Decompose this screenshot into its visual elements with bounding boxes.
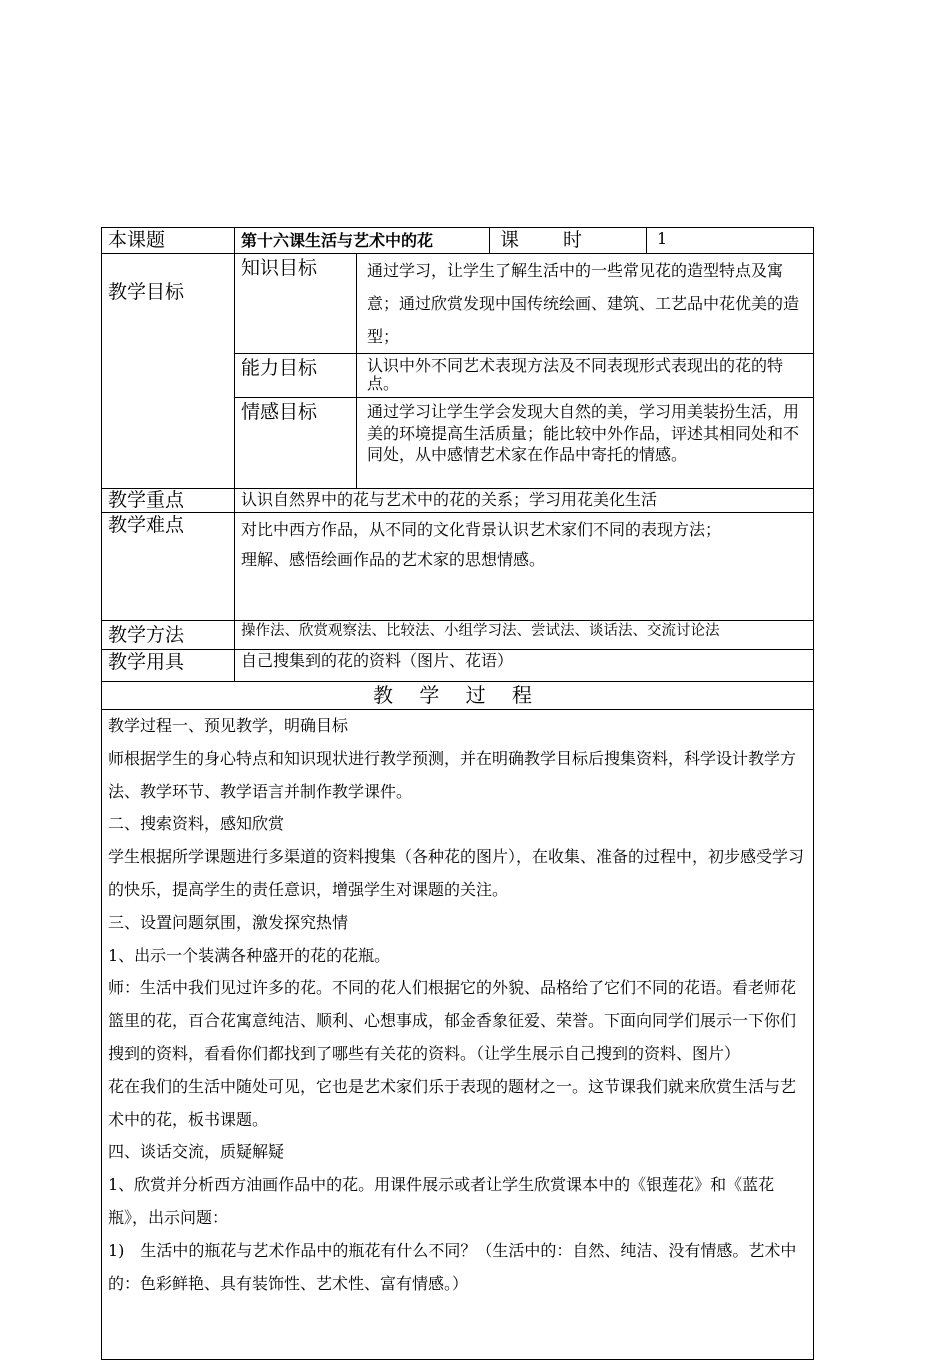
method-label: 教学方法 xyxy=(102,621,235,650)
hours-label-char-2: 时 xyxy=(563,229,583,251)
topic-label: 本课题 xyxy=(102,228,235,254)
hours-label xyxy=(490,228,647,254)
process-paragraph: 二、搜索资料，感知欣赏 xyxy=(108,814,285,834)
tools-text: 自己搜集到的花的资料（图片、花语） xyxy=(235,650,814,682)
process-paragraph: 1、欣赏并分析西方油画作品中的花。用课件展示或者让学生欣赏课本中的《银莲花》和《蓝花瓶》，出示问题： xyxy=(108,1175,775,1227)
lesson-plan-document xyxy=(101,227,813,1360)
ability-text: 认识中外不同艺术表现方法及不同表现形式表现出的花的特点。 xyxy=(357,354,814,398)
method-text: 操作法、欣赏观察法、比较法、小组学习法、尝试法、谈话法、交流讨论法 xyxy=(235,621,814,650)
topic-value: 第十六课生活与艺术中的花 xyxy=(235,228,490,254)
process-paragraph: 1) 生活中的瓶花与艺术作品中的瓶花有什么不同？（生活中的：自然、纯洁、没有情感。艺术中的：色彩鲜艳、具有装饰性、艺术性、富有情感。） xyxy=(108,1240,797,1293)
process-paragraph: 师：生活中我们见过许多的花。不同的花人们根据它的外貌、品格给了它们不同的花语。看老师花篮里的花，百合花寓意纯洁、顺利、心想事成，郁金香象征爱、荣誉。下面向同学们展示一下你们搜到的资料，看看你们都找到了哪些有关花的资料。（让学生展示自己搜到的资料、图片） xyxy=(108,978,797,1063)
difficulty-line-2: 理解、感悟绘画作品的艺术家的思想情感。 xyxy=(241,550,546,569)
process-paragraph: 1、出示一个装满各种盛开的花的花瓶。 xyxy=(108,945,391,965)
emotion-label: 情感目标 xyxy=(235,398,357,489)
ability-label: 能力目标 xyxy=(235,354,357,398)
key-text: 认识自然界中的花与艺术中的花的关系；学习用花美化生活 xyxy=(235,489,814,513)
process-paragraph: 花在我们的生活中随处可见，它也是艺术家们乐于表现的题材之一。这节课我们就来欣赏生活与艺术中的花，板书课题。 xyxy=(108,1076,797,1129)
objectives-label: 教学目标 xyxy=(102,254,235,489)
difficulty-label: 教学难点 xyxy=(102,513,235,621)
process-paragraph: 四、谈话交流，质疑解疑 xyxy=(108,1142,285,1162)
process-paragraph: 师根据学生的身心特点和知识现状进行教学预测，并在明确教学目标后搜集资料，科学设计教学方法、教学环节、教学语言并制作教学课件。 xyxy=(108,748,797,801)
hours-label-char-1: 课 xyxy=(500,229,520,251)
tools-label: 教学用具 xyxy=(102,650,235,682)
difficulty-line-1: 对比中西方作品，从不同的文化背景认识艺术家们不同的表现方法； xyxy=(241,520,722,539)
knowledge-label: 知识目标 xyxy=(235,254,357,354)
process-paragraph: 教学过程一、预见教学，明确目标 xyxy=(108,716,349,735)
hours-value: 1 xyxy=(647,228,814,254)
emotion-text: 通过学习让学生学会发现大自然的美，学习用美装扮生活，用美的环境提高生活质量；能比较中外作品，评述其相同处和不同处，从中感情艺术家在作品中寄托的情感。 xyxy=(357,398,814,489)
process-paragraph: 学生根据所学课题进行多渠道的资料搜集（各种花的图片），在收集、准备的过程中，初步感受学习的快乐，提高学生的责任意识，增强学生对课题的关注。 xyxy=(108,847,805,899)
lesson-plan-table xyxy=(101,227,814,1360)
knowledge-text: 通过学习，让学生了解生活中的一些常见花的造型特点及寓意；通过欣赏发现中国传统绘画、建筑、工艺品中花优美的造型； xyxy=(357,254,814,354)
difficulty-cell xyxy=(235,513,814,621)
key-label: 教学重点 xyxy=(102,489,235,513)
process-paragraph: 三、设置问题氛围，激发探究热情 xyxy=(108,912,349,932)
process-title: 教 学 过 程 xyxy=(102,682,814,710)
process-content xyxy=(102,710,814,1360)
